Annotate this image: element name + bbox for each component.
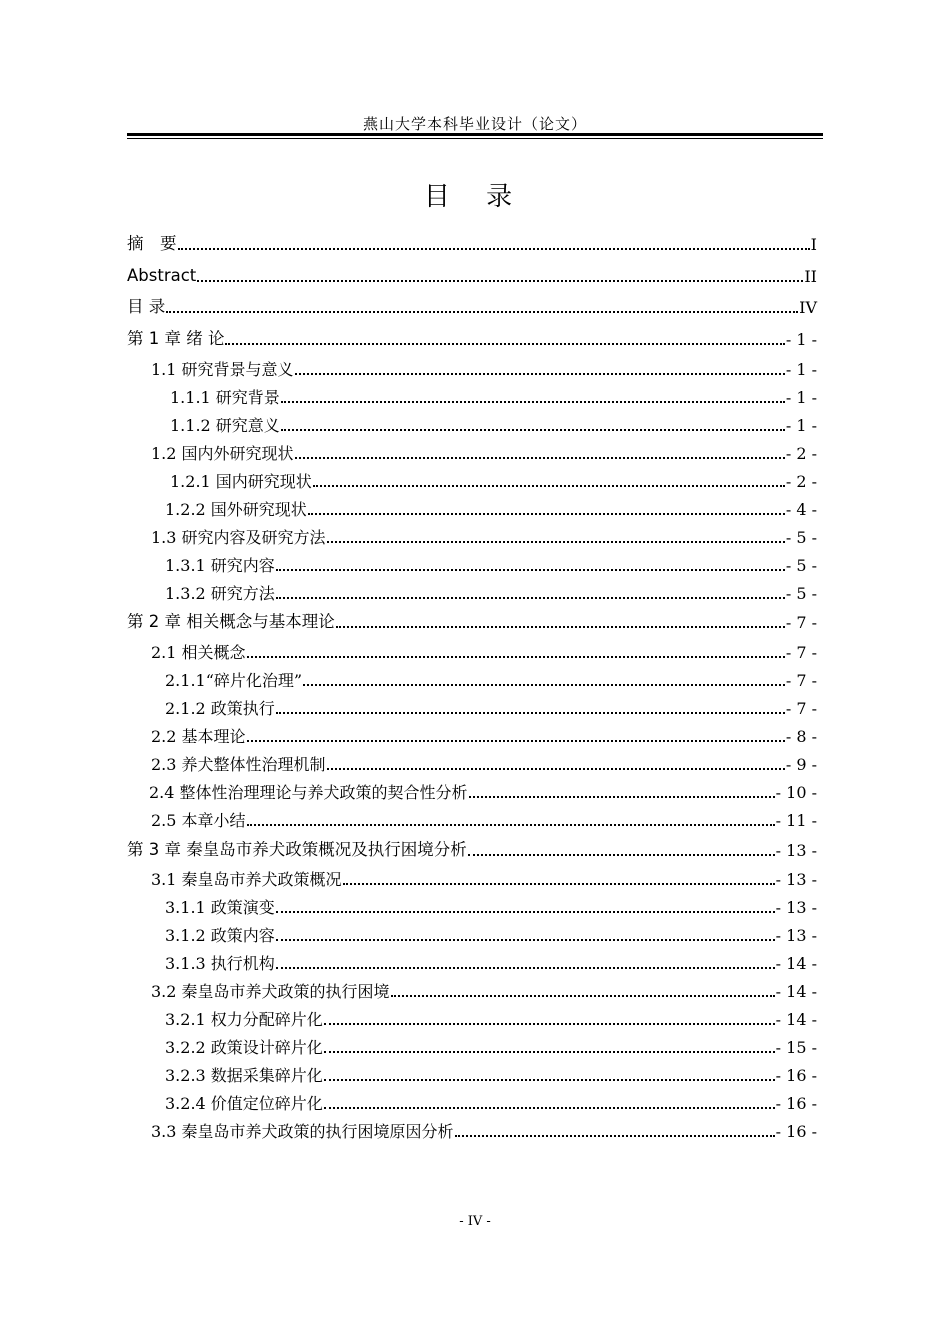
toc-entry-page: I <box>810 234 817 254</box>
toc-leader-dots <box>308 512 785 515</box>
toc-entry-page: - 14 - <box>775 982 817 1001</box>
toc-entry-page: - 9 - <box>785 755 817 774</box>
toc-entry-label: 3.3 秦皇岛市养犬政策的执行困境原因分析 <box>151 1122 454 1141</box>
toc-entry[interactable] <box>127 1068 817 1084</box>
toc-entry[interactable] <box>127 872 817 888</box>
toc-leader-dots <box>178 247 810 250</box>
toc-entry-page: - 1 - <box>785 360 817 379</box>
toc-entry-page: - 13 - <box>775 840 817 860</box>
toc-leader-dots <box>281 400 785 403</box>
toc-entry-page: - 1 - <box>785 416 817 435</box>
toc-entry-page: - 16 - <box>775 1094 817 1113</box>
toc-entry[interactable] <box>127 614 817 631</box>
toc-entry-label: 3.2.4 价值定位碎片化 <box>165 1094 323 1113</box>
toc-leader-dots <box>343 882 775 885</box>
toc-entry[interactable] <box>127 558 817 574</box>
toc-entry[interactable] <box>127 785 817 801</box>
toc-entry-label: 1.2.2 国外研究现状 <box>165 500 307 519</box>
toc-entry-label: 2.1.2 政策执行 <box>165 699 275 718</box>
toc-leader-dots <box>303 683 785 686</box>
toc-entry-label: 2.4 整体性治理理论与养犬政策的契合性分析 <box>149 783 468 802</box>
toc-entry-page: - 5 - <box>785 528 817 547</box>
toc-leader-dots <box>391 994 775 997</box>
toc-entry-label: 3.1.3 执行机构 <box>165 954 275 973</box>
toc-entry-label: 1.3.2 研究方法 <box>165 584 275 603</box>
toc-leader-dots <box>324 1022 775 1025</box>
toc-entry-label: 3.1.2 政策内容 <box>165 926 275 945</box>
toc-entry[interactable] <box>127 586 817 602</box>
toc-entry-page: - 15 - <box>775 1038 817 1057</box>
toc-entry[interactable] <box>127 474 817 490</box>
toc-leader-dots <box>327 540 785 543</box>
toc-entry[interactable] <box>127 418 817 434</box>
toc-entry-label: 3.2.3 数据采集碎片化 <box>165 1066 323 1085</box>
toc-entry[interactable] <box>127 757 817 773</box>
toc-entry[interactable] <box>127 502 817 518</box>
toc-entry[interactable] <box>127 268 817 285</box>
toc-leader-dots <box>276 711 785 714</box>
toc-entry[interactable] <box>127 645 817 661</box>
toc-entry[interactable] <box>127 1040 817 1056</box>
toc-leader-dots <box>469 795 775 798</box>
toc-leader-dots <box>324 1078 775 1081</box>
toc-leader-dots <box>313 484 785 487</box>
toc-leader-dots <box>247 655 785 658</box>
toc-entry-label: 1.1.2 研究意义 <box>170 416 280 435</box>
toc-entry-label: 1.3.1 研究内容 <box>165 556 275 575</box>
toc-entry-page: - 2 - <box>785 444 817 463</box>
toc-entry-page: - 7 - <box>785 671 817 690</box>
header-rule-thick <box>127 133 823 136</box>
toc-entry-label: 第 2 章 相关概念与基本理论 <box>127 612 335 631</box>
toc-entry[interactable] <box>127 236 817 253</box>
toc-entry[interactable] <box>127 1124 817 1140</box>
toc-leader-dots <box>455 1134 775 1137</box>
toc-entry[interactable] <box>127 1012 817 1028</box>
toc-entry[interactable] <box>127 956 817 972</box>
toc-entry-page: - 14 - <box>775 954 817 973</box>
toc-entry-label: 3.1.1 政策演变 <box>165 898 275 917</box>
toc-entry-page: - 2 - <box>785 472 817 491</box>
toc-leader-dots <box>281 428 785 431</box>
toc-entry-page: - 5 - <box>785 556 817 575</box>
toc-leader-dots <box>295 456 785 459</box>
toc-entry-label: 1.3 研究内容及研究方法 <box>151 528 326 547</box>
toc-entry-page: - 7 - <box>785 699 817 718</box>
toc-leader-dots <box>276 938 775 941</box>
toc-entry[interactable] <box>127 446 817 462</box>
toc-leader-dots <box>295 372 785 375</box>
page-header: 燕山大学本科毕业设计（论文） <box>362 115 587 133</box>
toc-leader-dots <box>324 1106 775 1109</box>
toc-entry-page: - 1 - <box>785 329 817 349</box>
page-title: 目 录 <box>423 182 527 212</box>
toc-entry-label: 2.3 养犬整体性治理机制 <box>151 755 326 774</box>
toc-entry-label: 第 3 章 秦皇岛市养犬政策概况及执行困境分析 <box>127 840 467 859</box>
toc-leader-dots <box>166 310 798 313</box>
toc-entry-label: 1.2 国内外研究现状 <box>151 444 294 463</box>
toc-leader-dots <box>336 625 785 628</box>
toc-entry-page: - 5 - <box>785 584 817 603</box>
toc-entry-label: 2.5 本章小结 <box>151 811 246 830</box>
toc-entry-label: 1.1.1 研究背景 <box>170 388 280 407</box>
toc-leader-dots <box>276 568 785 571</box>
toc-entry[interactable] <box>127 299 817 316</box>
toc-entry-label: 摘 要 <box>127 234 177 253</box>
toc-entry[interactable] <box>127 701 817 717</box>
toc-entry[interactable] <box>127 530 817 546</box>
toc-entry-page: - 8 - <box>785 727 817 746</box>
toc-entry-page: - 13 - <box>775 926 817 945</box>
toc-leader-dots <box>247 739 785 742</box>
toc-entry-label: 2.2 基本理论 <box>151 727 246 746</box>
toc-entry-label: 3.2 秦皇岛市养犬政策的执行困境 <box>151 982 390 1001</box>
toc-entry-page: II <box>804 266 817 286</box>
toc-leader-dots <box>247 823 775 826</box>
toc-entry-label: 第 1 章 绪 论 <box>127 329 225 348</box>
toc-leader-dots <box>468 853 775 856</box>
toc-entry-page: - 13 - <box>775 898 817 917</box>
toc-entry[interactable] <box>127 984 817 1000</box>
toc-entry[interactable] <box>127 390 817 406</box>
toc-entry-page: - 13 - <box>775 870 817 889</box>
toc-entry-label: 2.1.1“碎片化治理” <box>165 671 303 690</box>
toc-entry-label: 1.2.1 国内研究现状 <box>170 472 312 491</box>
toc-entry[interactable] <box>127 331 817 348</box>
toc-entry-label: 3.2.1 权力分配碎片化 <box>165 1010 323 1029</box>
toc-entry-page: - 4 - <box>785 500 817 519</box>
toc-entry-page: - 11 - <box>775 811 817 830</box>
toc-entry-page: - 14 - <box>775 1010 817 1029</box>
header-rule-thin <box>127 138 823 139</box>
toc-leader-dots <box>197 279 803 282</box>
toc-leader-dots <box>225 342 784 345</box>
page-number: - IV - <box>459 1214 491 1229</box>
toc-leader-dots <box>276 966 775 969</box>
toc-entry-label: 目 录 <box>127 297 166 316</box>
toc-leader-dots <box>327 767 785 770</box>
toc-entry[interactable] <box>127 729 817 745</box>
toc-leader-dots <box>324 1050 775 1053</box>
toc-entry-page: IV <box>799 297 817 317</box>
toc-entry[interactable] <box>127 673 817 689</box>
toc-leader-dots <box>276 596 785 599</box>
toc-entry-label: Abstract <box>127 266 197 285</box>
toc-entry-page: - 1 - <box>785 388 817 407</box>
toc-entry-page: - 16 - <box>775 1066 817 1085</box>
toc-entry-page: - 10 - <box>775 783 817 802</box>
toc-entry-label: 2.1 相关概念 <box>151 643 246 662</box>
toc-entry-label: 3.1 秦皇岛市养犬政策概况 <box>151 870 342 889</box>
toc-leader-dots <box>276 910 775 913</box>
toc-entry-label: 1.1 研究背景与意义 <box>151 360 294 379</box>
toc-entry-page: - 7 - <box>785 643 817 662</box>
toc-entry[interactable] <box>127 928 817 944</box>
toc-entry[interactable] <box>127 1096 817 1112</box>
toc-entry[interactable] <box>127 813 817 829</box>
toc-entry[interactable] <box>127 362 817 378</box>
toc-entry[interactable] <box>127 900 817 916</box>
toc-entry-page: - 7 - <box>785 612 817 632</box>
toc-entry-page: - 16 - <box>775 1122 817 1141</box>
toc-entry-label: 3.2.2 政策设计碎片化 <box>165 1038 323 1057</box>
toc-entry[interactable] <box>127 842 817 859</box>
